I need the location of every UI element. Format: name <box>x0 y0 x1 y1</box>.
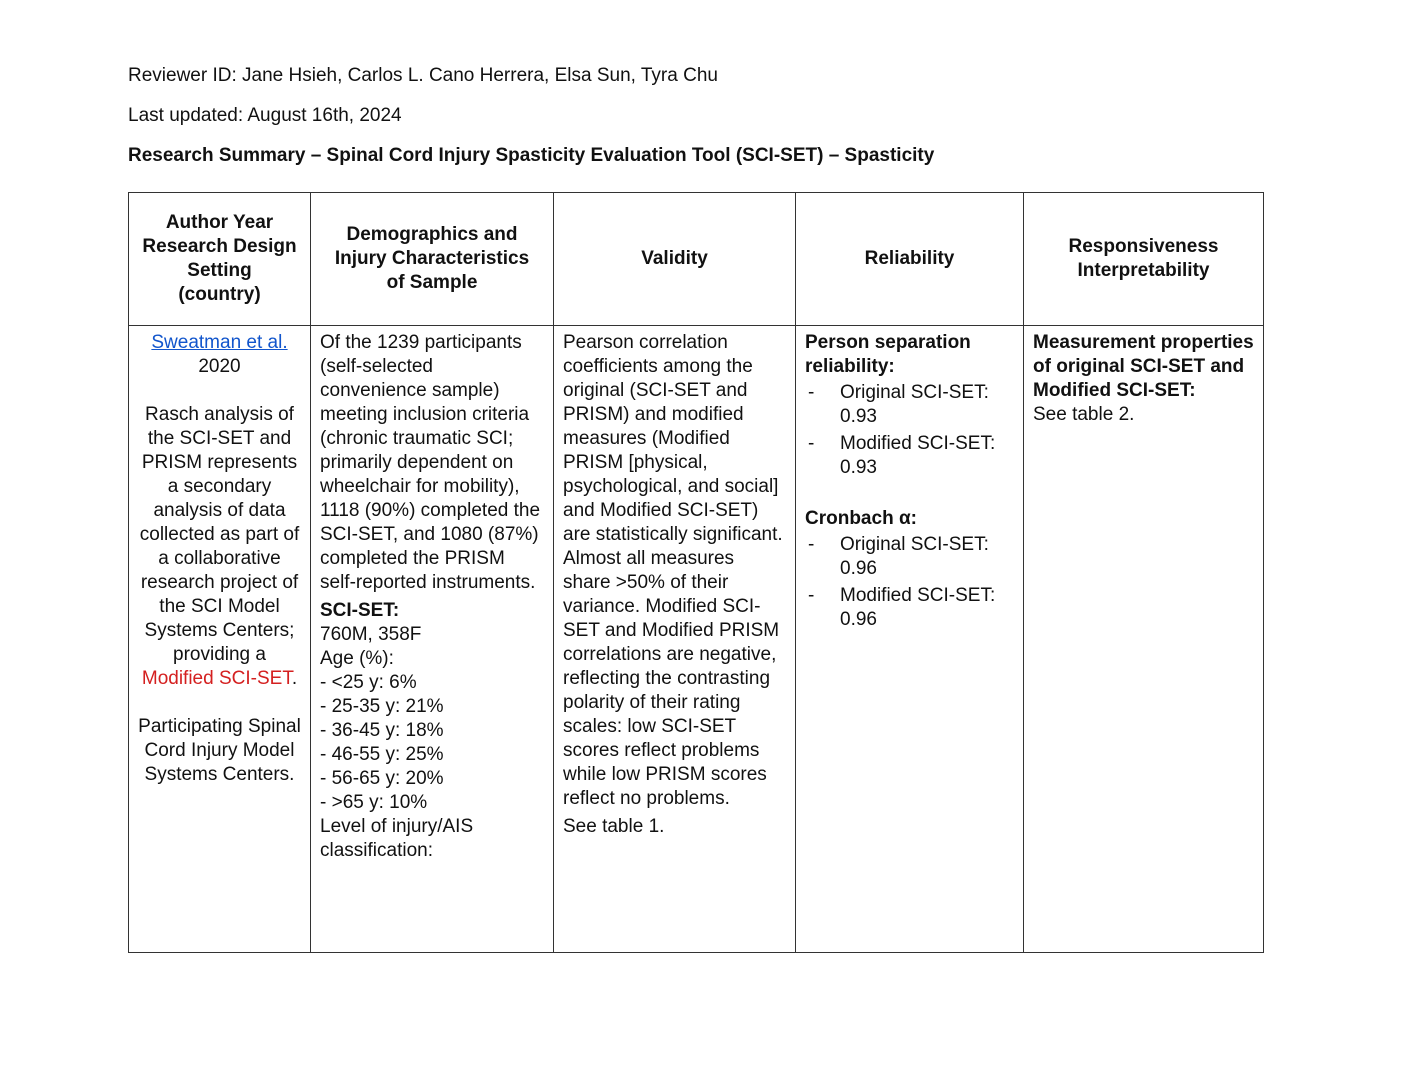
last-updated-line: Last updated: August 16th, 2024 <box>128 105 402 126</box>
cell-validity <box>554 326 796 953</box>
table-header-row <box>129 193 1264 326</box>
demographics-heading: SCI-SET: <box>320 600 400 621</box>
list-item: - Modified SCI-SET: 0.93 <box>805 432 1014 480</box>
header-line: Research Design <box>142 236 297 257</box>
cell-author-design <box>129 326 311 953</box>
header-line: Interpretability <box>1077 260 1210 281</box>
cell-demographics <box>311 326 554 953</box>
list-item: - Modified SCI-SET: 0.96 <box>805 584 1014 632</box>
person-separation-heading: Person separation reliability: <box>805 332 971 377</box>
validity-table-ref: See table 1. <box>563 816 665 837</box>
age-group: - >65 y: 10% <box>320 792 428 813</box>
modified-sci-set-highlight: Modified SCI-SET <box>141 668 292 689</box>
person-separation-list <box>805 381 1014 480</box>
measurement-properties-heading: Measurement properties of original SCI-SET and Modified SCI-SET: <box>1033 332 1254 401</box>
cell-responsiveness <box>1024 326 1264 953</box>
header-validity: Validity <box>554 193 796 326</box>
responsiveness-table-ref: See table 2. <box>1033 404 1135 425</box>
research-summary-table <box>128 192 1264 953</box>
document-title: Research Summary – Spinal Cord Injury Spasticity Evaluation Tool (SCI-SET) – Spasticity <box>128 145 935 166</box>
age-group: - 56-65 y: 20% <box>320 768 444 789</box>
study-year: 2020 <box>198 356 241 377</box>
injury-level-label: Level of injury/AIS classification: <box>320 816 474 861</box>
header-demographics: Demographics and Injury Characteristics of Sample <box>311 193 554 326</box>
header-line: (country) <box>178 284 261 305</box>
header-line: Responsiveness <box>1068 236 1219 257</box>
author-link[interactable]: Sweatman et al. <box>151 332 288 353</box>
design-text-end: . <box>291 668 298 689</box>
age-group: - 25-35 y: 21% <box>320 696 444 717</box>
header-author-design <box>129 193 311 326</box>
header-line: Author Year <box>165 212 274 233</box>
age-group: - 36-45 y: 18% <box>320 720 444 741</box>
cronbach-alpha-heading: Cronbach α: <box>805 508 917 529</box>
design-text: Rasch analysis of the SCI-SET and PRISM represents a secondary analysis of data collected as part of a collaborative research project of the SCI Model Systems Centers; providing a <box>139 404 300 665</box>
demographics-age-label: Age (%): <box>320 648 394 669</box>
reviewer-line: Reviewer ID: Jane Hsieh, Carlos L. Cano Herrera, Elsa Sun, Tyra Chu <box>128 65 718 86</box>
cell-reliability <box>796 326 1024 953</box>
list-item: - Original SCI-SET: 0.93 <box>805 381 1014 429</box>
research-design <box>135 403 304 691</box>
validity-text: Pearson correlation coefficients among the original (SCI-SET and PRISM) and modified measures (Modified PRISM [physical, psychological, and social] and Modified SCI-SET) are statistically significant. Almost all measures share >50% of their variance. Modified SCI-SET and Modified PRISM correlations are negative, reflecting the contrasting polarity of their rating scales: low SCI-SET scores reflect problems while low PRISM scores reflect no problems. <box>563 332 783 809</box>
table-row <box>129 326 1264 953</box>
demographics-sex: 760M, 358F <box>320 624 422 645</box>
cronbach-alpha-list <box>805 533 1014 632</box>
header-responsiveness <box>1024 193 1264 326</box>
header-line: Setting <box>187 260 252 281</box>
list-item: - Original SCI-SET: 0.96 <box>805 533 1014 581</box>
age-group: - <25 y: 6% <box>320 672 417 693</box>
study-setting: Participating Spinal Cord Injury Model Systems Centers. <box>138 716 301 785</box>
header-reliability: Reliability <box>796 193 1024 326</box>
age-group: - 46-55 y: 25% <box>320 744 444 765</box>
demographics-intro: Of the 1239 participants (self-selected convenience sample) meeting inclusion criteria (chronic traumatic SCI; primarily dependent on wheelchair for mobility), 1118 (90%) completed the SCI-SET, and 1080 (87%) completed the PRISM self-reported instruments. <box>320 332 541 593</box>
